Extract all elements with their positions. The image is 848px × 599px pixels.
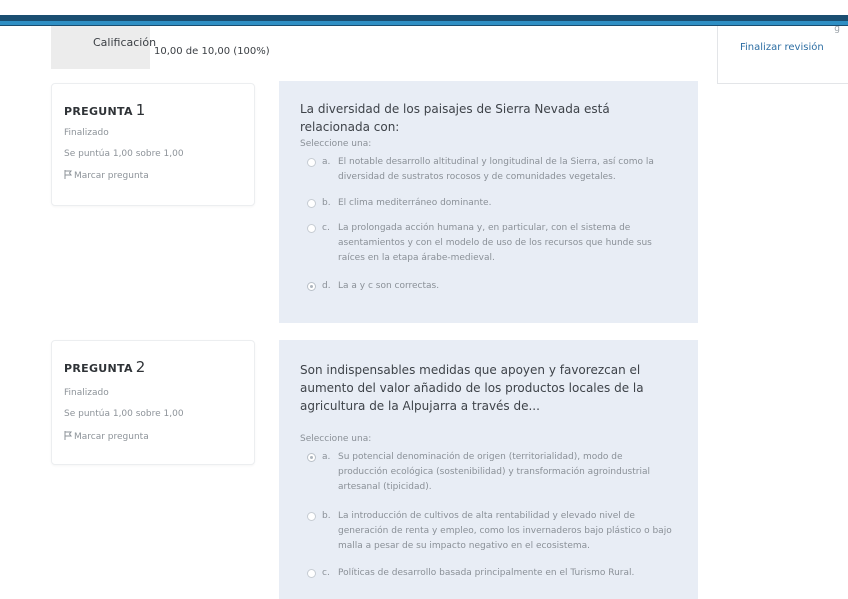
question-score: Se puntúa 1,00 sobre 1,00 xyxy=(64,409,184,419)
flag-question-button[interactable] xyxy=(64,170,149,181)
answer-letter: c. xyxy=(322,223,330,233)
answer-text: La a y c son correctas. xyxy=(338,281,440,291)
answer-option-selected[interactable] xyxy=(307,279,672,294)
answer-option[interactable] xyxy=(307,566,672,581)
answer-letter: b. xyxy=(322,198,331,208)
question-1-info xyxy=(51,83,255,206)
radio-button-checked[interactable] xyxy=(307,282,316,291)
topbar-accent-line xyxy=(0,21,848,25)
answer-option[interactable] xyxy=(307,509,672,554)
question-label: PREGUNTA xyxy=(64,362,133,375)
question-2-content xyxy=(279,340,698,599)
radio-button[interactable] xyxy=(307,158,316,167)
topbar-highlight xyxy=(0,0,848,15)
question-number: 1 xyxy=(135,101,146,119)
answer-letter: d. xyxy=(322,281,331,291)
grade-label: Calificación xyxy=(93,36,157,49)
radio-button[interactable] xyxy=(307,569,316,578)
answer-letter: b. xyxy=(322,511,331,521)
quiz-navigation-block xyxy=(717,26,848,84)
answer-text: La introducción de cultivos de alta rentabilidad y elevado nivel de generación de renta y empleo, como los invernaderos bajo plástico o bajo malla a pesar de su impacto negativo en el ecosistema. xyxy=(338,511,672,551)
question-2-title xyxy=(64,358,146,376)
radio-button[interactable] xyxy=(307,512,316,521)
grade-value: 10,00 de 10,00 (100%) xyxy=(154,46,270,57)
flag-icon xyxy=(64,431,72,440)
flag-icon xyxy=(64,170,72,179)
question-score: Se puntúa 1,00 sobre 1,00 xyxy=(64,149,184,159)
radio-button-checked[interactable] xyxy=(307,453,316,462)
flag-question-label: Marcar pregunta xyxy=(74,432,149,442)
select-prompt: Seleccione una: xyxy=(300,434,372,444)
answer-text: El clima mediterráneo dominante. xyxy=(338,198,492,208)
answer-letter: a. xyxy=(322,452,331,462)
question-2-info xyxy=(51,340,255,465)
answer-text: Su potencial denominación de origen (territorialidad), modo de producción ecológica (sostenibilidad) y transformación agroindustrial artesanal (tipicidad). xyxy=(338,452,650,492)
question-1-content xyxy=(279,81,698,323)
flag-question-label: Marcar pregunta xyxy=(74,171,149,181)
question-state: Finalizado xyxy=(64,388,109,398)
answer-option[interactable] xyxy=(307,155,672,185)
answer-letter: a. xyxy=(322,157,331,167)
flag-question-button[interactable] xyxy=(64,431,149,442)
question-label: PREGUNTA xyxy=(64,105,133,118)
radio-button[interactable] xyxy=(307,224,316,233)
select-prompt: Seleccione una: xyxy=(300,139,372,149)
question-state: Finalizado xyxy=(64,128,109,138)
answer-text: El notable desarrollo altitudinal y longitudinal de la Sierra, así como la diversidad de sustratos rocosos y de comunidades vegetales. xyxy=(338,157,654,182)
answer-letter: c. xyxy=(322,568,330,578)
answer-text: La prolongada acción humana y, en particular, con el sistema de asentamientos y con el modelo de uso de los recursos que hunde sus raíces en la etapa árabe-medieval. xyxy=(338,223,652,263)
question-text: La diversidad de los paisajes de Sierra Nevada está relacionada con: xyxy=(300,102,610,134)
radio-button[interactable] xyxy=(307,199,316,208)
answer-option-selected[interactable] xyxy=(307,450,672,495)
question-number: 2 xyxy=(135,358,146,376)
finish-review-link[interactable]: Finalizar revisión xyxy=(740,42,824,53)
answer-text: Políticas de desarrollo basada principalmente en el Turismo Rural. xyxy=(338,568,635,578)
answer-option[interactable] xyxy=(307,221,672,266)
answer-option[interactable] xyxy=(307,196,672,211)
nav-stub-text: g xyxy=(834,24,840,34)
question-1-title xyxy=(64,101,146,119)
question-text: Son indispensables medidas que apoyen y favorezcan el aumento del valor añadido de los productos locales de la agricultura de la Alpujarra a través de... xyxy=(300,363,644,413)
top-navbar xyxy=(0,0,848,26)
